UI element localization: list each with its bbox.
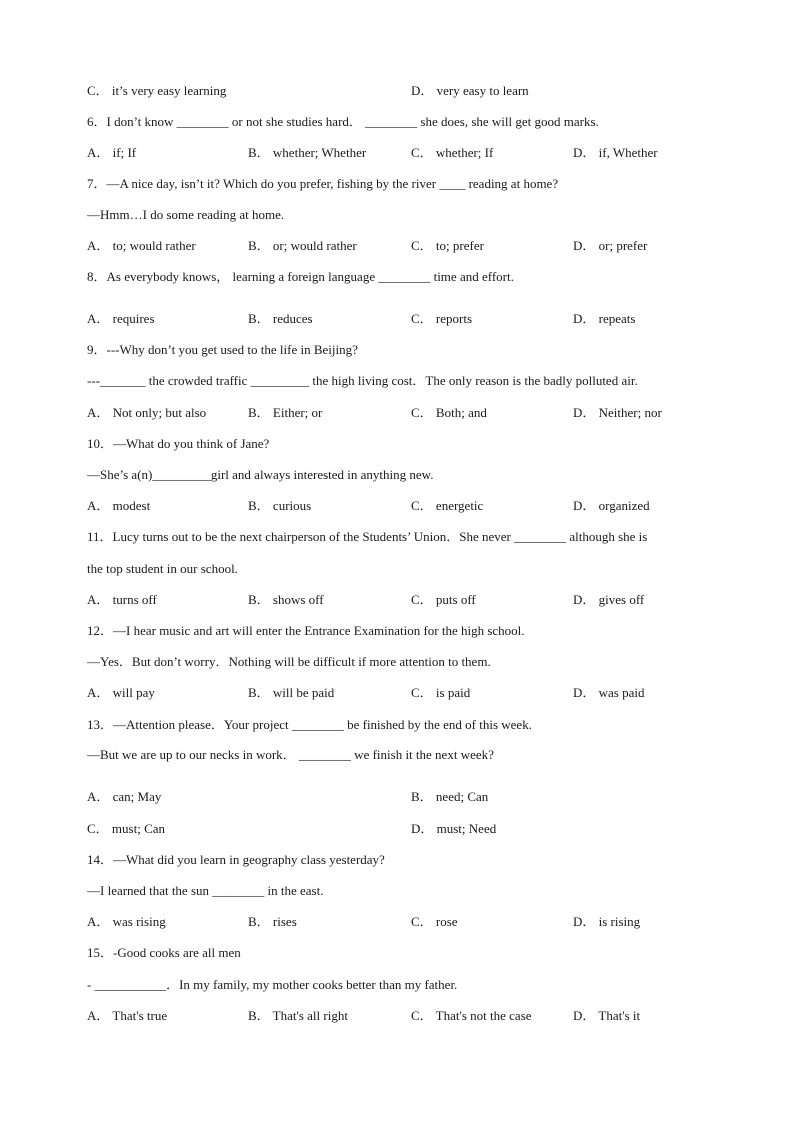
- option-c: C． energetic: [411, 498, 484, 513]
- question-7-response: —Hmm…I do some reading at home.: [87, 207, 285, 222]
- option-c: C． whether; If: [411, 145, 494, 160]
- option-a: A． if; If: [87, 145, 137, 160]
- question-9-stem: 9．---Why don’t you get used to the life in Beijing?: [87, 342, 358, 357]
- option-c: C． is paid: [411, 685, 471, 700]
- question-10-response: —She’s a(n)_________girl and always interested in anything new.: [87, 467, 434, 482]
- question-10-options: [0, 498, 794, 514]
- option-d: D． gives off: [573, 592, 645, 607]
- option-a: A． That's true: [87, 1008, 168, 1023]
- question-12-options: [0, 685, 794, 701]
- option-a: A． was rising: [87, 914, 166, 929]
- option-a: A． turns off: [87, 592, 157, 607]
- question-6-options: [0, 145, 794, 161]
- option-b: B． shows off: [248, 592, 324, 607]
- option-d: D． That's it: [573, 1008, 641, 1023]
- option-c: C． must; Can: [87, 821, 166, 836]
- option-d: D． very easy to learn: [411, 83, 529, 98]
- option-d: D． must; Need: [411, 821, 497, 836]
- question-9-response: ---_______ the crowded traffic _________ the high living cost．The only reason is the badly polluted air.: [87, 373, 638, 388]
- option-c: C． rose: [411, 914, 458, 929]
- option-d: D． Neither; nor: [573, 405, 662, 420]
- question-13-stem: 13．—Attention please．Your project ________ be finished by the end of this week.: [87, 717, 532, 732]
- option-c: C． Both; and: [411, 405, 487, 420]
- option-b: B． Either; or: [248, 405, 323, 420]
- option-c: C． to; prefer: [411, 238, 484, 253]
- option-d: D． repeats: [573, 311, 636, 326]
- option-row-carry: [0, 83, 794, 99]
- question-15-stem: 15．-Good cooks are all men: [87, 945, 241, 960]
- option-c: C． puts off: [411, 592, 476, 607]
- question-15-options: [0, 1008, 794, 1024]
- question-11-stem-cont: the top student in our school.: [87, 561, 238, 576]
- question-13-options-row1: [0, 789, 794, 805]
- option-b: B． reduces: [248, 311, 313, 326]
- option-d: D． is rising: [573, 914, 641, 929]
- question-13-response: —But we are up to our necks in work． ________ we finish it the next week?: [87, 747, 494, 762]
- question-9-options: [0, 405, 794, 421]
- option-b: B． need; Can: [411, 789, 489, 804]
- option-d: D． if, Whether: [573, 145, 658, 160]
- option-c: C． it’s very easy learning: [87, 83, 227, 98]
- question-15-response: - ___________．In my family, my mother cooks better than my father.: [87, 977, 458, 992]
- question-7-options: [0, 238, 794, 254]
- option-c: C． That's not the case: [411, 1008, 532, 1023]
- question-11-options: [0, 592, 794, 608]
- option-b: B． or; would rather: [248, 238, 357, 253]
- option-b: B． curious: [248, 498, 312, 513]
- option-a: A． to; would rather: [87, 238, 196, 253]
- question-10-stem: 10．—What do you think of Jane?: [87, 436, 270, 451]
- option-b: B． That's all right: [248, 1008, 348, 1023]
- question-8-stem: 8．As everybody knows， learning a foreign language ________ time and effort.: [87, 269, 514, 284]
- option-b: B． whether; Whether: [248, 145, 367, 160]
- question-8-options: [0, 311, 794, 327]
- question-12-response: —Yes．But don’t worry．Nothing will be difficult if more attention to them.: [87, 654, 491, 669]
- option-a: A． will pay: [87, 685, 155, 700]
- option-a: A． Not only; but also: [87, 405, 207, 420]
- question-13-options-row2: [0, 821, 794, 837]
- question-14-response: —I learned that the sun ________ in the east.: [87, 883, 324, 898]
- option-d: D． or; prefer: [573, 238, 648, 253]
- option-a: A． requires: [87, 311, 155, 326]
- question-7-stem: 7．—A nice day, isn’t it? Which do you prefer, fishing by the river ____ reading at home?: [87, 176, 559, 191]
- option-a: A． can; May: [87, 789, 162, 804]
- option-d: D． organized: [573, 498, 650, 513]
- option-d: D． was paid: [573, 685, 645, 700]
- option-b: B． will be paid: [248, 685, 335, 700]
- question-12-stem: 12．—I hear music and art will enter the Entrance Examination for the high school.: [87, 623, 525, 638]
- question-14-options: [0, 914, 794, 930]
- question-14-stem: 14．—What did you learn in geography class yesterday?: [87, 852, 385, 867]
- question-6-stem: 6．I don’t know ________ or not she studies hard． ________ she does, she will get good marks.: [87, 114, 599, 129]
- option-a: A． modest: [87, 498, 151, 513]
- option-c: C． reports: [411, 311, 473, 326]
- question-11-stem: 11．Lucy turns out to be the next chairperson of the Students’ Union．She never ________ although she is: [87, 529, 648, 544]
- option-b: B． rises: [248, 914, 297, 929]
